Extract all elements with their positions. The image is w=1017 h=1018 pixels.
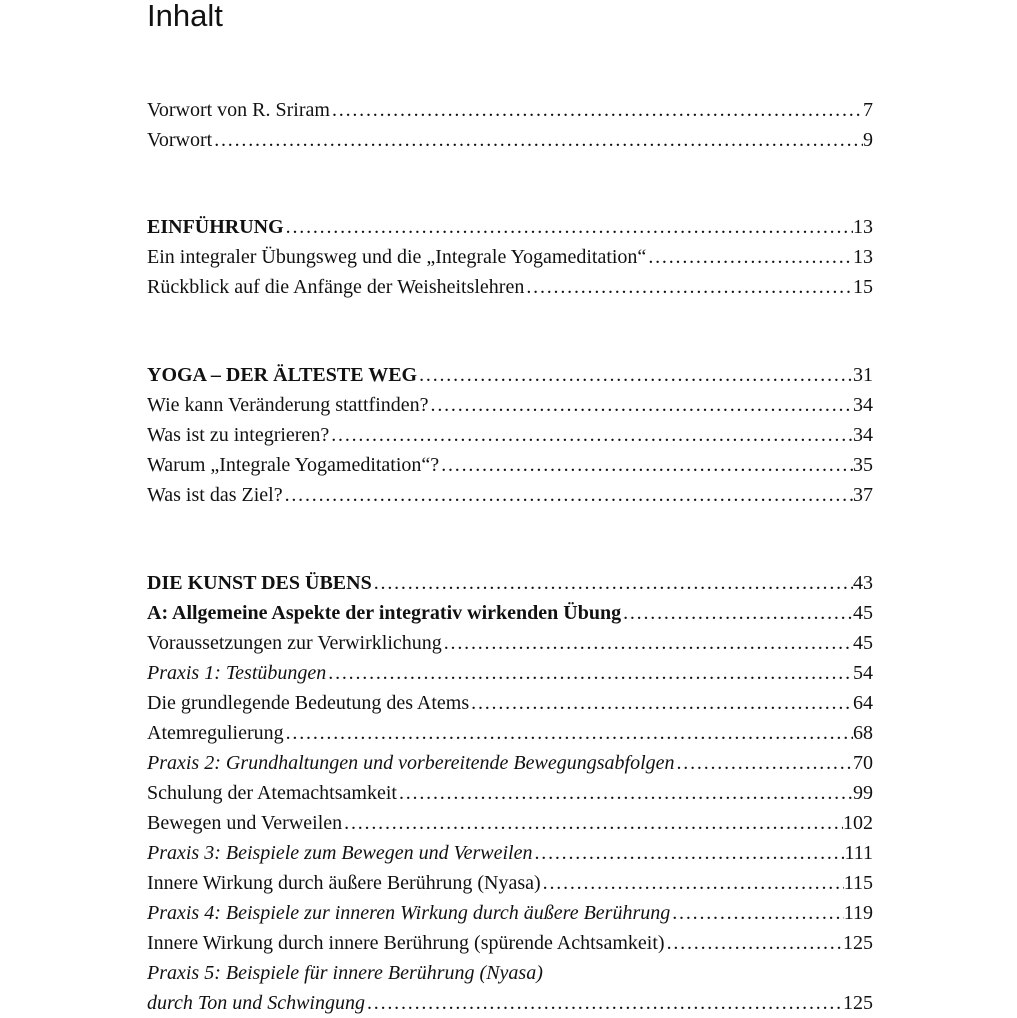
toc-entry [147,688,873,718]
toc-entry [147,808,873,838]
toc-entry-page-number: 31 [853,364,873,386]
toc-entry-title: Was ist das Ziel? [147,484,283,506]
toc-entry-title: Atemregulierung [147,722,284,744]
toc-entry-title: Vorwort [147,129,213,151]
toc-entry-title: YOGA – DER ÄLTESTE WEG [147,364,418,386]
toc-entry-title: Praxis 2: Grundhaltungen und vorbereitende Bewegungsabfolgen [147,752,675,774]
toc-entry-title: Vorwort von R. Sriram [147,99,330,121]
toc-entry-title: Warum „Integrale Yogameditation“? [147,454,440,476]
toc-entry [147,390,873,420]
dot-leader [646,242,853,272]
toc-entry-page-number: 37 [853,484,873,506]
toc-entry [147,778,873,808]
toc-entry-title: Voraussetzungen zur Verwirklichung [147,632,442,654]
toc-entry [147,628,873,658]
dot-leader [372,568,853,598]
page-title: Inhalt [147,0,223,33]
toc-entry [147,658,873,688]
toc-entry-title: Innere Wirkung durch äußere Berührung (Nyasa) [147,872,541,894]
dot-leader [469,688,853,718]
toc-entry-title: Schulung der Atemachtsamkeit [147,782,397,804]
toc-group [147,360,873,510]
toc-entry-page-number: 34 [853,394,873,416]
toc-entry-page-number: 45 [853,632,873,654]
dot-leader [541,868,844,898]
toc-group [147,212,873,302]
toc-entry-title: durch Ton und Schwingung [147,992,365,1014]
dot-leader [326,658,853,688]
dot-leader [665,928,843,958]
toc-entry-page-number: 45 [853,602,873,624]
toc-entry-page-number: 34 [853,424,873,446]
toc-entry-title: DIE KUNST DES ÜBENS [147,572,372,594]
dot-leader [212,125,863,155]
toc-entry [147,212,873,242]
toc-entry [147,450,873,480]
dot-leader [429,390,853,420]
toc-entry [147,568,873,598]
toc-entry-title: A: Allgemeine Aspekte der integrativ wirkenden Übung [147,602,622,624]
dot-leader [524,272,853,302]
toc-entry-page-number: 43 [853,572,873,594]
toc-entry-page-number: 115 [843,872,873,894]
toc-entry [147,718,873,748]
toc-entry [147,272,873,302]
toc-entry [147,95,873,125]
toc-entry-title: Praxis 5: Beispiele für innere Berührung (Nyasa) [147,962,543,984]
toc-entry-page-number: 111 [844,842,873,864]
table-of-contents [147,95,873,1018]
toc-entry-page-number: 125 [843,932,873,954]
dot-leader [342,808,843,838]
toc-entry-title: Wie kann Veränderung stattfinden? [147,394,429,416]
toc-entry-page-number: 35 [853,454,873,476]
dot-leader [532,838,844,868]
dot-leader [670,898,843,928]
toc-entry-page-number: 64 [853,692,873,714]
toc-entry [147,988,873,1018]
toc-entry [147,748,873,778]
dot-leader [439,450,853,480]
toc-entry [147,958,873,988]
dot-leader [329,420,853,450]
toc-entry [147,242,873,272]
dot-leader [330,95,863,125]
toc-entry-title: Die grundlegende Bedeutung des Atems [147,692,470,714]
dot-leader [675,748,854,778]
toc-entry-title: Rückblick auf die Anfänge der Weisheitslehren [147,276,525,298]
toc-entry-title: EINFÜHRUNG [147,216,284,238]
toc-group [147,568,873,1018]
toc-entry [147,868,873,898]
dot-leader [442,628,853,658]
toc-entry-page-number: 70 [853,752,873,774]
toc-entry-page-number: 68 [853,722,873,744]
toc-entry-page-number: 7 [863,99,873,121]
toc-entry-title: Ein integraler Übungsweg und die „Integrale Yogameditation“ [147,246,647,268]
toc-entry-page-number: 9 [863,129,873,151]
toc-entry [147,480,873,510]
toc-entry [147,125,873,155]
toc-entry-page-number: 13 [853,246,873,268]
toc-entry-page-number: 99 [853,782,873,804]
toc-entry-title: Innere Wirkung durch innere Berührung (spürende Achtsamkeit) [147,932,665,954]
dot-leader [397,778,853,808]
toc-entry [147,838,873,868]
dot-leader [283,480,853,510]
dot-leader [365,988,843,1018]
toc-entry-title: Praxis 1: Testübungen [147,662,327,684]
toc-entry-page-number: 102 [843,812,873,834]
toc-entry-page-number: 13 [853,216,873,238]
dot-leader [284,718,853,748]
toc-entry-page-number: 54 [853,662,873,684]
toc-entry [147,420,873,450]
toc-entry-title: Praxis 4: Beispiele zur inneren Wirkung durch äußere Berührung [147,902,671,924]
toc-entry-page-number: 125 [843,992,873,1014]
toc-entry-page-number: 15 [853,276,873,298]
toc-entry [147,898,873,928]
toc-entry-title: Bewegen und Verweilen [147,812,343,834]
toc-entry [147,928,873,958]
dot-leader [284,212,853,242]
toc-entry [147,598,873,628]
toc-group [147,95,873,155]
toc-entry-title: Was ist zu integrieren? [147,424,330,446]
toc-entry-page-number: 119 [843,902,873,924]
dot-leader [621,598,853,628]
toc-entry-title: Praxis 3: Beispiele zum Bewegen und Verweilen [147,842,533,864]
toc-entry [147,360,873,390]
dot-leader [417,360,853,390]
